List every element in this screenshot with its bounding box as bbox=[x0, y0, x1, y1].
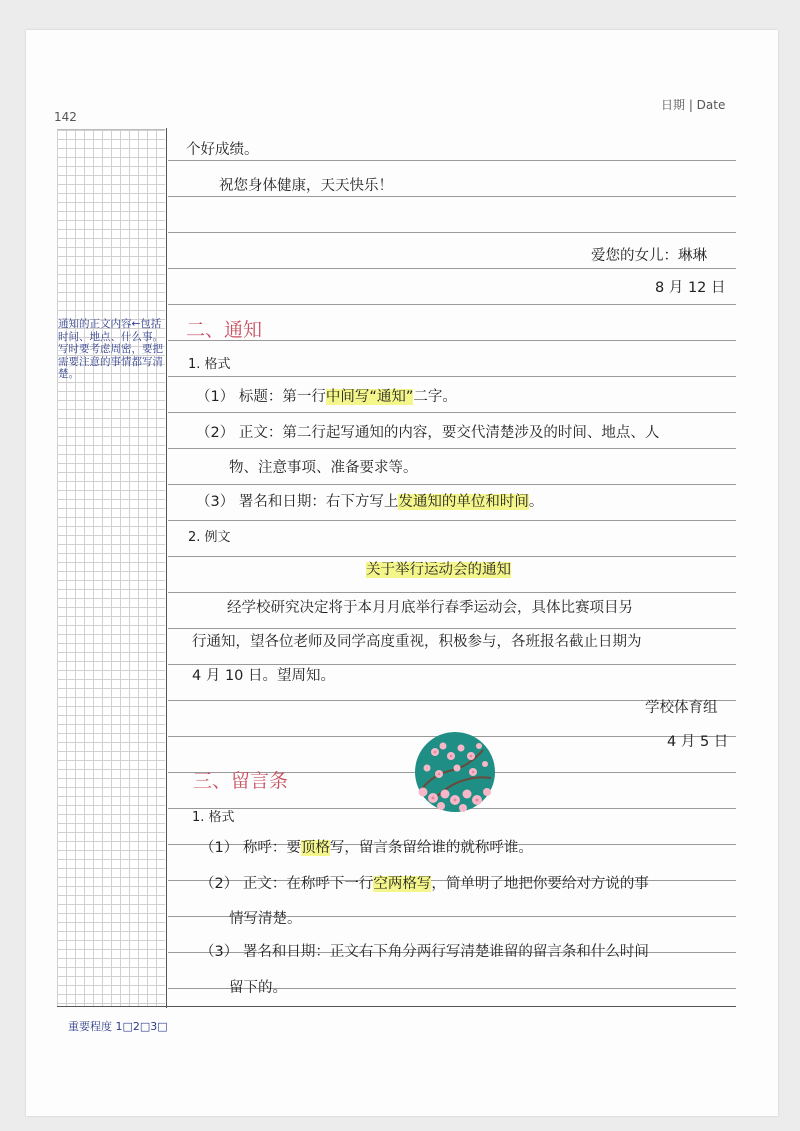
section-heading-message: 三、留言条 bbox=[193, 770, 289, 792]
format-title: 1. 格式 bbox=[188, 357, 231, 372]
notice-item-2-cont: 物、注意事项、准备要求等。 bbox=[229, 460, 418, 476]
bottom-rule bbox=[57, 1006, 736, 1007]
ruled-line bbox=[168, 448, 736, 449]
ruled-line bbox=[168, 304, 736, 305]
format-title: 1. 格式 bbox=[192, 810, 235, 825]
ruled-line bbox=[168, 268, 736, 269]
notice-item-2: （2） 正文：第二行起写通知的内容，要交代清楚涉及的时间、地点、人 bbox=[196, 425, 660, 441]
notice-item-1: （1） 标题：第一行中间写“通知”二字。 bbox=[196, 389, 457, 405]
example-heading: 关于举行运动会的通知 bbox=[366, 562, 511, 578]
example-date: 4 月 5 日 bbox=[667, 734, 729, 750]
example-body-line: 经学校研究决定将于本月月底举行春季运动会，具体比赛项目另 bbox=[227, 600, 633, 616]
cherry-blossom-sticker bbox=[413, 730, 497, 814]
ruled-line bbox=[168, 160, 736, 161]
message-item-3: （3） 署名和日期：正文右下角分两行写清楚谁留的留言条和什么时间 bbox=[200, 944, 649, 960]
ruled-line bbox=[168, 556, 736, 557]
message-item-2-cont: 情写清楚。 bbox=[229, 911, 302, 927]
ruled-line bbox=[168, 232, 736, 233]
ruled-line bbox=[168, 196, 736, 197]
margin-divider bbox=[166, 128, 167, 1008]
message-item-2: （2） 正文：在称呼下一行空两格写，简单明了地把你要给对方说的事 bbox=[200, 876, 649, 892]
ruled-line bbox=[168, 484, 736, 485]
letter-signature: 爱您的女儿：琳琳 bbox=[591, 248, 707, 264]
ruled-line bbox=[168, 376, 736, 377]
ruled-line bbox=[168, 520, 736, 521]
example-title: 2. 例文 bbox=[188, 530, 231, 545]
ruled-line bbox=[168, 592, 736, 593]
letter-line: 祝您身体健康，天天快乐！ bbox=[219, 178, 393, 194]
example-body-line: 行通知，望各位老师及同学高度重视，积极参与，各班报名截止日期为 bbox=[192, 634, 642, 650]
message-item-3-cont: 留下的。 bbox=[229, 980, 287, 996]
example-signature: 学校体育组 bbox=[645, 700, 718, 716]
notice-item-3: （3） 署名和日期：右下方写上发通知的单位和时间。 bbox=[196, 494, 544, 510]
side-note: 通知的正文内容←包括时间、地点、什么事。写时要考虑周密，要把需要注意的事情都写清楚。 bbox=[58, 318, 163, 381]
ruled-line bbox=[168, 628, 736, 629]
grid-margin-column bbox=[57, 129, 165, 1007]
letter-date: 8 月 12 日 bbox=[655, 280, 726, 296]
example-body-line: 4 月 10 日。望周知。 bbox=[192, 668, 336, 684]
message-item-1: （1） 称呼：要顶格写，留言条留给谁的就称呼谁。 bbox=[200, 840, 533, 856]
date-label: 日期 | Date bbox=[661, 98, 726, 112]
page-number: 142 bbox=[54, 110, 77, 124]
importance-scale: 重要程度 1□2□3□ bbox=[68, 1020, 168, 1033]
letter-line: 个好成绩。 bbox=[186, 142, 259, 158]
ruled-line bbox=[168, 412, 736, 413]
section-heading-notice: 二、通知 bbox=[186, 319, 263, 341]
